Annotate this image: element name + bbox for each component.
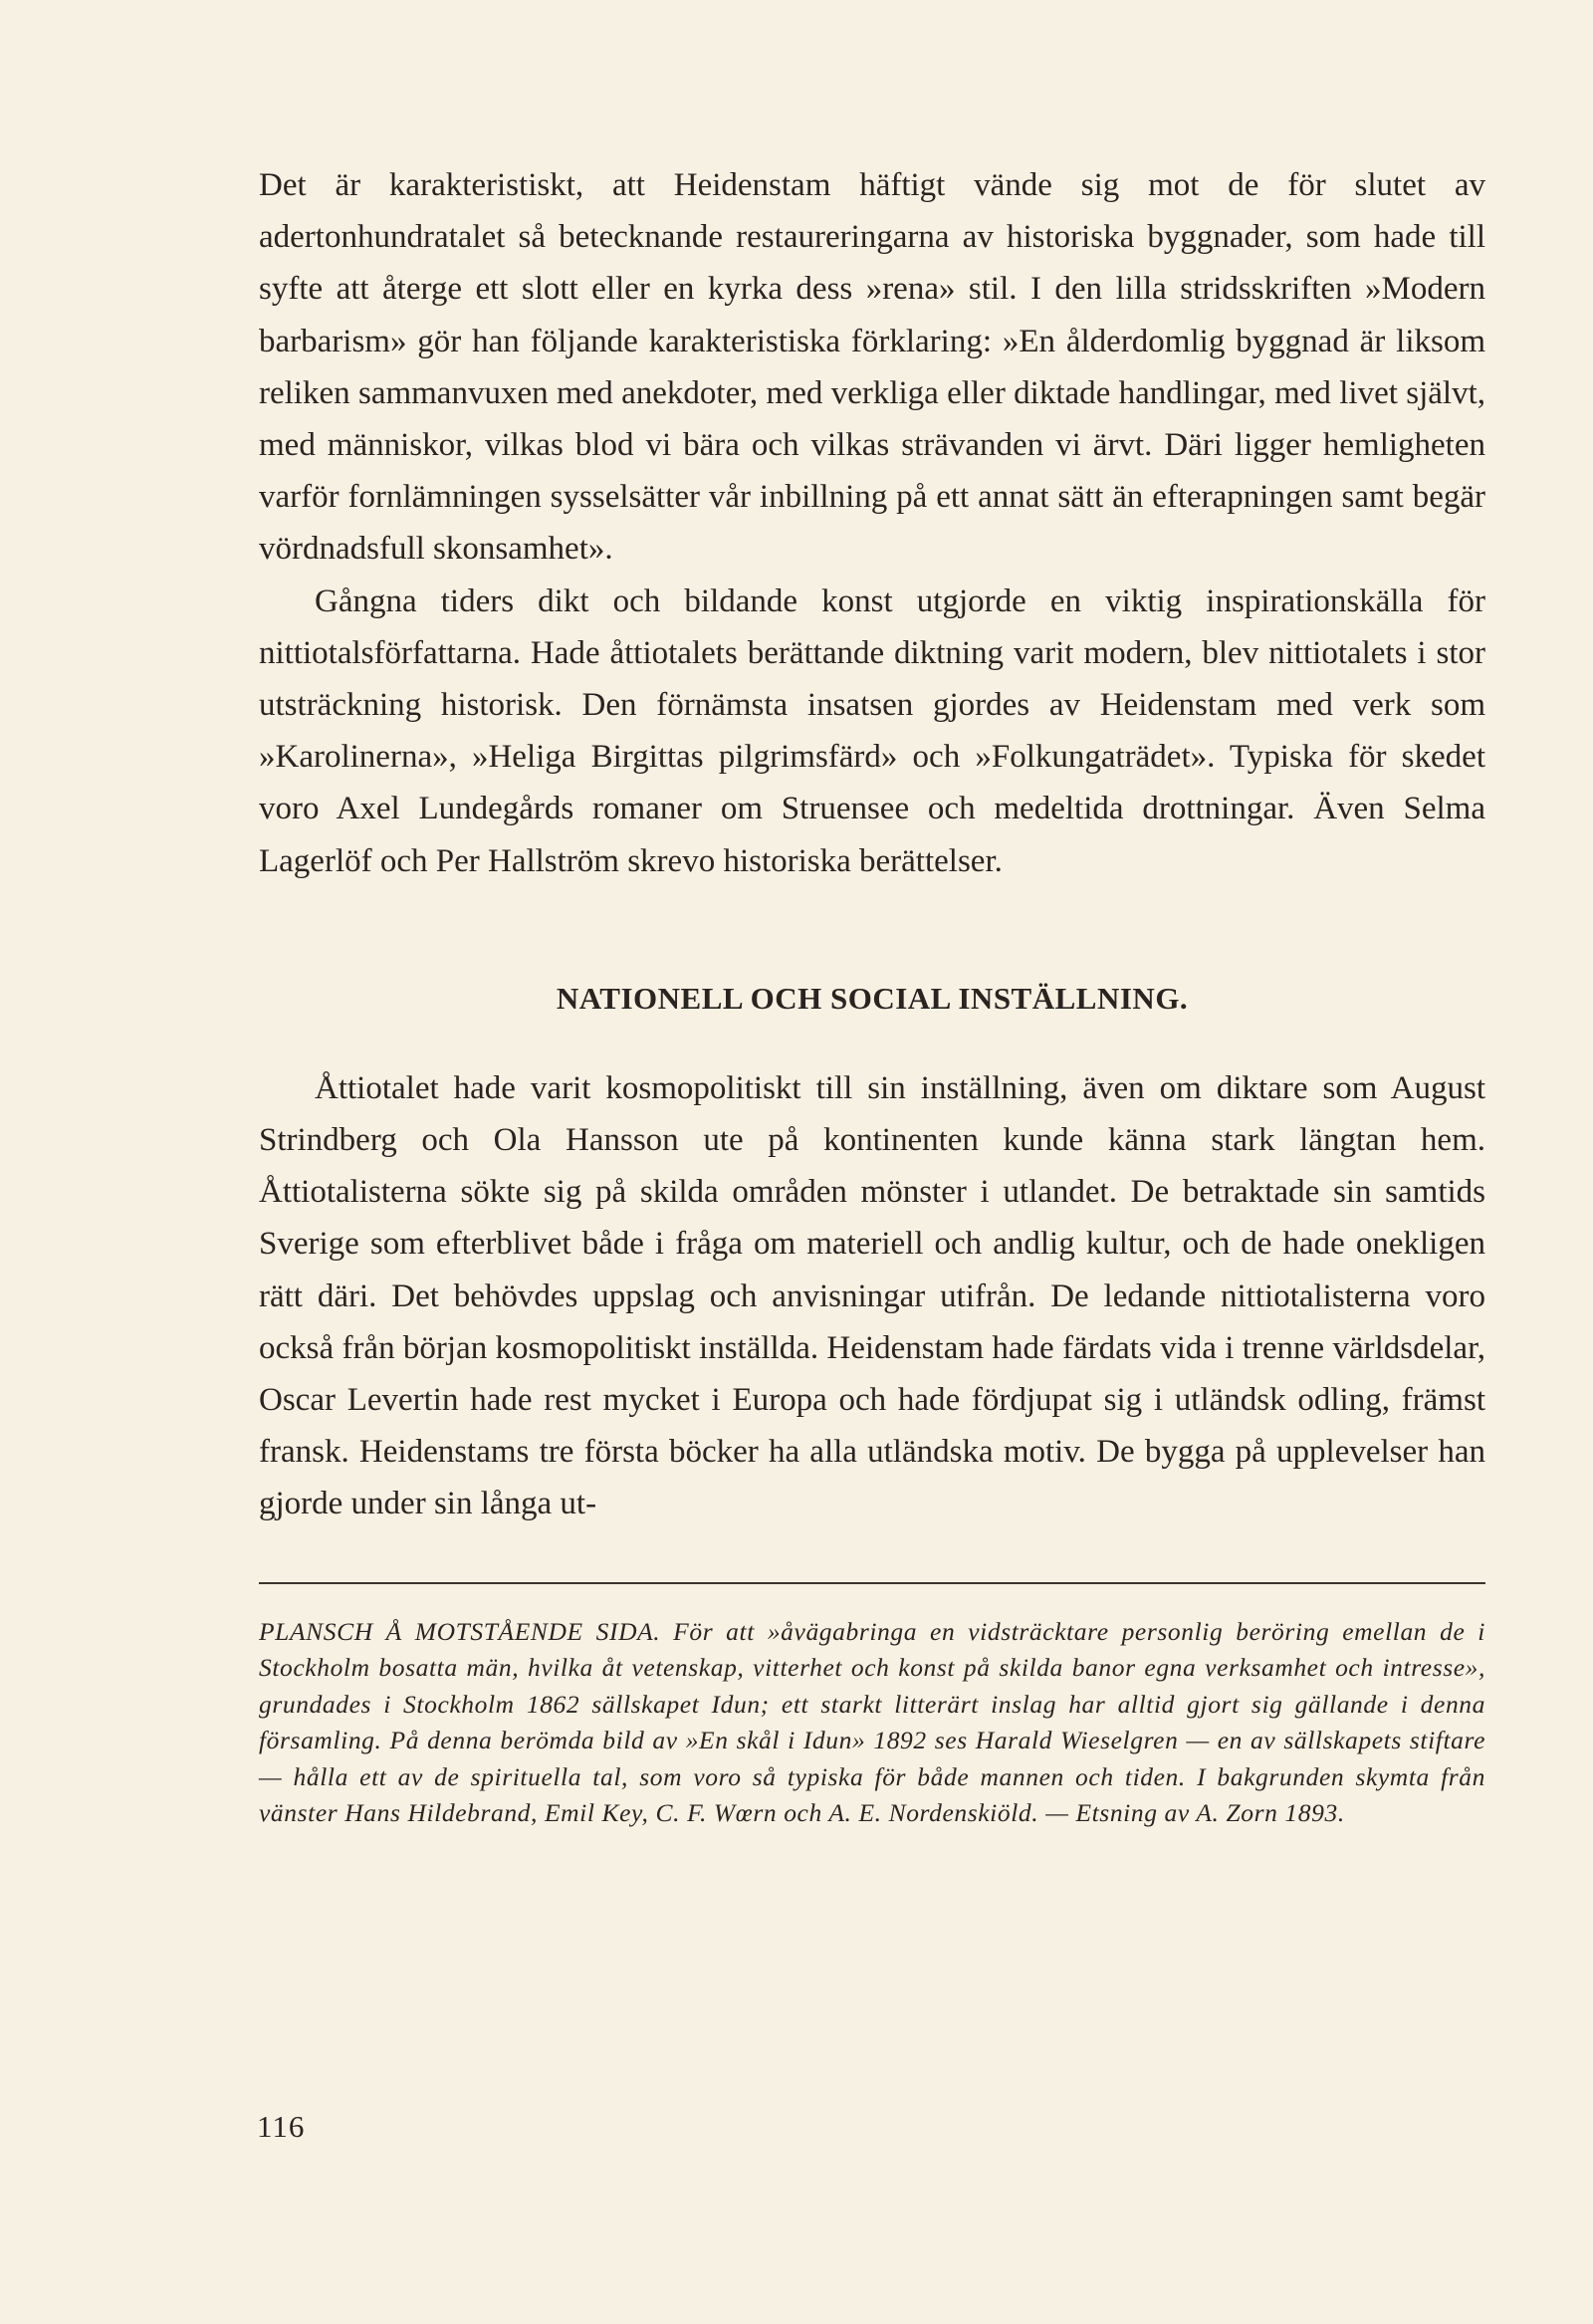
- page-text-block: [259, 159, 1485, 1832]
- body-paragraph-2: Gångna tiders dikt och bildande konst utgjorde en viktig inspirationskälla för nittiotalsförfattarna. Hade åttiotalets berättande diktning varit modern, blev nittiotalets i stor utsträckning historisk. Den förnämsta insatsen gjordes av Heidenstam med verk som »Karolinerna», »Heliga Birgittas pilgrimsfärd» och »Folkungaträdet». Typiska för skedet voro Axel Lundegårds romaner om Struensee och medeltida drottningar. Även Selma Lagerlöf och Per Hallström skrevo historiska berättelser.: [259, 582, 1485, 879]
- footnote-divider: [259, 1582, 1485, 1584]
- section-heading: NATIONELL OCH SOCIAL INSTÄLLNING.: [556, 980, 1189, 1016]
- body-paragraph-1: Det är karakteristiskt, att Heidenstam häftigt vände sig mot de för slutet av adertonhundratalet så betecknande restaureringarna av historiska byggnader, som hade till syfte att återge ett slott eller en kyrka dess »rena» stil. I den lilla stridsskriften »Modern barbarism» gör han följande karakteristiska förklaring: »En ålderdomlig byggnad är liksom reliken sammanvuxen med anekdoter, med verkliga eller diktade handlingar, med livet självt, med människor, vilkas blod vi bära och vilkas strävanden vi ärvt. Däri ligger hemligheten varför fornlämningen sysselsätter vår inbillning på ett annat sätt än efterapningen samt begär vördnadsfull skonsamhet».: [259, 167, 1485, 568]
- plate-caption: PLANSCH Å MOTSTÅENDE SIDA. För att »åvägabringa en vidsträcktare personlig beröring emellan de i Stockholm bosatta män, hvilka åt vetenskap, vitterhet och konst på skilda banor egna verksamhet och intresse», grundades i Stockholm 1862 sällskapet Idun; ett starkt litterärt inslag har alltid gjort sig gällande i denna församling. På denna berömda bild av »En skål i Idun» 1892 ses Harald Wieselgren — en av sällskapets stiftare — hålla ett av de spirituella tal, som voro så typiska för både mannen och tiden. I bakgrunden skymta från vänster Hans Hildebrand, Emil Key, C. F. Wœrn och A. E. Nordenskiöld. — Etsning av A. Zorn 1893.: [259, 1616, 1485, 1828]
- body-paragraph-3: Åttiotalet hade varit kosmopolitiskt till sin inställning, även om diktare som August Strindberg och Ola Hansson ute på kontinenten kunde känna stark längtan hem. Åttiotalisterna sökte sig på skilda områden mönster i utlandet. De betraktade sin samtids Sverige som efterblivet både i fråga om materiell och andlig kultur, och de hade onekligen rätt däri. Det behövdes uppslag och anvisningar utifrån. De ledande nittiotalisterna voro också från början kosmopolitiskt inställda. Heidenstam hade färdats vida i trenne världsdelar, Oscar Levertin hade rest mycket i Europa och hade fördjupat sig i utländsk odling, främst fransk. Heidenstams tre första böcker ha alla utländska motiv. De bygga på upplevelser han gjorde under sin långa ut-: [259, 1069, 1485, 1522]
- page-number: 116: [257, 2109, 306, 2144]
